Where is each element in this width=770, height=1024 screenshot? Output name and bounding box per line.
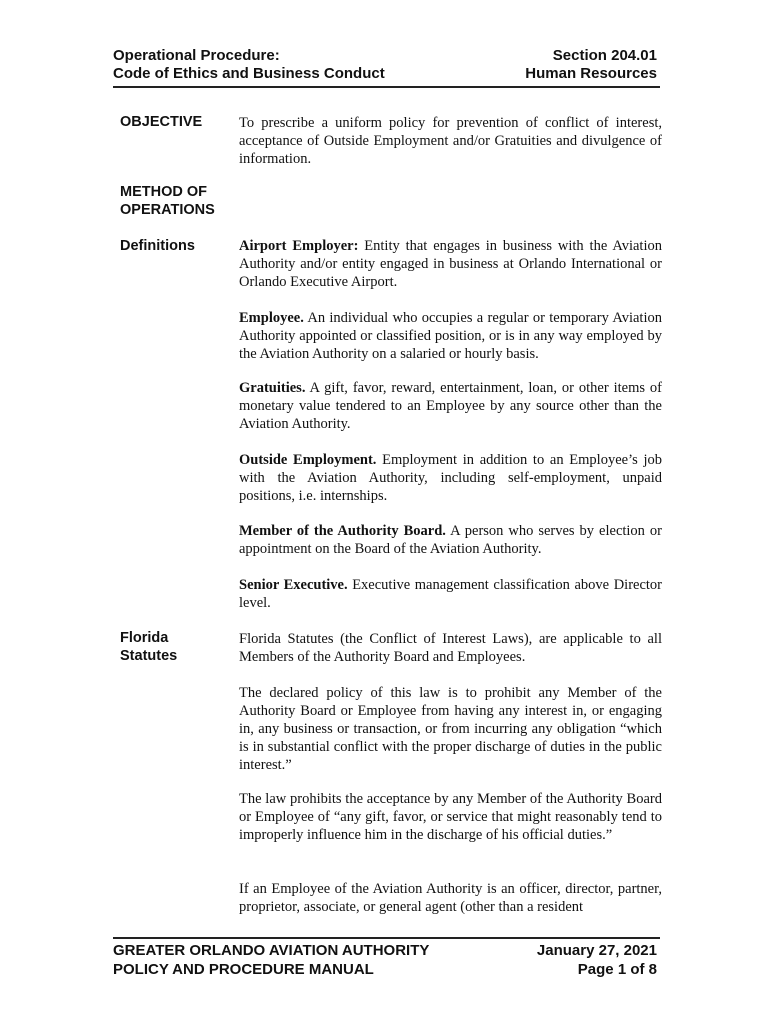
definition-text: A gift, favor, reward, entertainment, loan, or other items of monetary value tendered to an Employee by any source other than the Aviation Authority. <box>239 380 662 432</box>
definition-text: Entity that engages in business with the Aviation Authority and/or entity engaged in business at Orlando International or Orlando Executive Airport. <box>239 238 662 290</box>
header-divider <box>113 86 660 88</box>
definition-senior-executive <box>239 576 662 612</box>
objective-text: To prescribe a uniform policy for prevention of conflict of interest, acceptance of Outside Employment and/or Gratuities and divulgence of information. <box>239 115 662 167</box>
objective-label: OBJECTIVE <box>120 114 203 130</box>
florida-label-line1: Florida <box>120 630 169 646</box>
footer-date: January 27, 2021 <box>536 942 657 959</box>
header-department: Human Resources <box>525 65 657 82</box>
definition-text: Executive management classification above Director level. <box>239 577 662 611</box>
method-label-line2: OPERATIONS <box>120 202 215 218</box>
florida-paragraph-3: The law prohibits the acceptance by any Member of the Authority Board or Employee of “any gift, favor, or service that might reasonably tend to improperly influence him in the discharge of his official duties.” <box>239 791 662 843</box>
florida-paragraph-2: The declared policy of this law is to prohibit any Member of the Authority Board or Employee from having any interest in, or engaging in, any business or transaction, or from incurring any obligation “which is in substantial conflict with the proper discharge of duties in the public interest.” <box>239 685 662 773</box>
header-section-number: Section 204.01 <box>552 47 657 64</box>
florida-paragraph-4: If an Employee of the Aviation Authority is an officer, director, partner, proprietor, associate, or general agent (other than a resident <box>239 881 662 915</box>
definition-text: An individual who occupies a regular or temporary Aviation Authority appointed or classified position, or is in any way employed by the Aviation Authority on a salaried or hourly basis. <box>239 310 662 362</box>
definition-text: Employment in addition to an Employee’s job with the Aviation Authority, including self-employment, unpaid positions, i.e. internships. <box>239 452 662 504</box>
header-procedure-title: Code of Ethics and Business Conduct <box>113 65 385 82</box>
definition-airport-employer <box>239 237 662 291</box>
footer-divider <box>113 937 660 939</box>
definition-text: A person who serves by election or appointment on the Board of the Aviation Authority. <box>239 523 662 557</box>
definition-term: Member of the Authority Board. <box>239 523 446 539</box>
footer-right <box>537 941 657 979</box>
definition-member-of-board <box>239 522 662 558</box>
method-label-line1: METHOD OF <box>120 184 207 200</box>
footer-page-number: Page 1 of 8 <box>577 961 657 978</box>
definition-term: Gratuities. <box>239 380 306 396</box>
header-left <box>113 47 385 83</box>
definition-term: Outside Employment. <box>239 452 377 468</box>
footer-manual-title: POLICY AND PROCEDURE MANUAL <box>113 961 374 978</box>
header-right <box>525 47 657 83</box>
definition-gratuities <box>239 379 662 433</box>
definition-employee <box>239 309 662 363</box>
definitions-label: Definitions <box>120 238 195 254</box>
florida-paragraph-1: Florida Statutes (the Conflict of Interest Laws), are applicable to all Members of the Authority Board and Employees. <box>239 631 662 665</box>
definition-term: Airport Employer: <box>239 238 359 254</box>
florida-statutes-label <box>120 629 177 665</box>
definition-term: Employee. <box>239 310 304 326</box>
method-of-operations-label <box>120 183 215 219</box>
footer-left <box>113 941 429 979</box>
florida-label-line2: Statutes <box>120 648 178 664</box>
footer-organization: GREATER ORLANDO AVIATION AUTHORITY <box>113 942 430 959</box>
header-procedure-label: Operational Procedure: <box>113 47 280 64</box>
definition-outside-employment <box>239 451 662 505</box>
definition-term: Senior Executive. <box>239 577 348 593</box>
